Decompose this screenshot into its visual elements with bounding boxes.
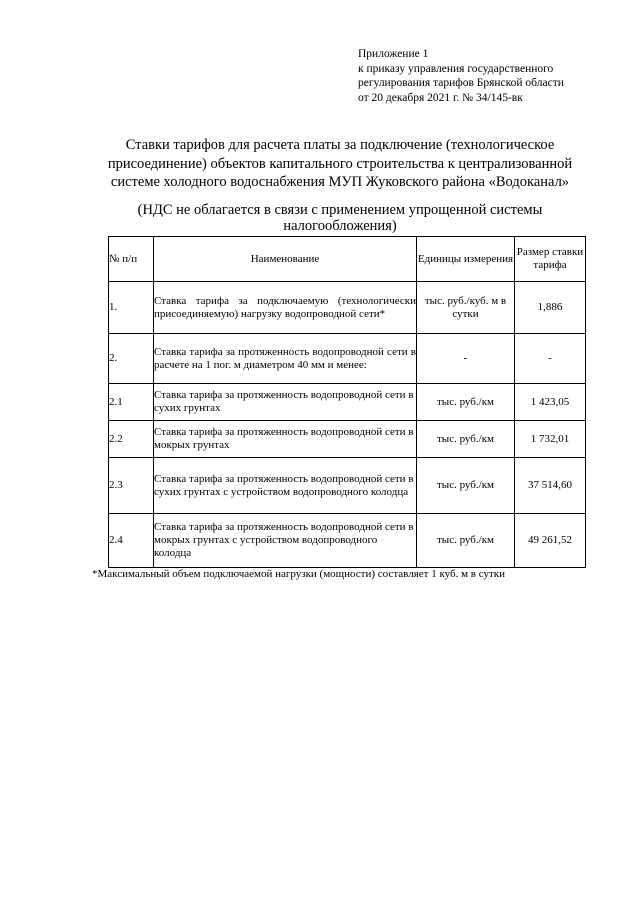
row-name: Ставка тарифа за протяженность водопроводной сети в мокрых грунтах (154, 421, 417, 458)
row-num: 2. (109, 334, 154, 384)
header-name: Наименование (154, 237, 417, 282)
row-name: Ставка тарифа за протяженность водопроводной сети в расчете на 1 пог. м диаметром 40 мм и менее: (154, 334, 417, 384)
row-unit: - (417, 334, 515, 384)
header-unit: Единицы измерения (417, 237, 515, 282)
title-line: системе холодного водоснабжения МУП Жуковского района «Водоканал» (110, 174, 570, 190)
row-rate: 49 261,52 (515, 514, 586, 568)
row-num: 2.1 (109, 384, 154, 421)
vat-note-line: (НДС не облагается в связи с применением упрощенной системы (137, 202, 543, 218)
row-name: Ставка тарифа за протяженность водопроводной сети в сухих грунтах с устройством водопроводного колодца (154, 458, 417, 514)
row-num: 2.4 (109, 514, 154, 568)
table-row (109, 282, 586, 334)
row-num: 1. (109, 282, 154, 334)
table-row (109, 384, 586, 421)
title-line: Ставки тарифов для расчета платы за подключение (технологическое (125, 137, 555, 153)
appendix-line: к приказу управления государственного (358, 62, 554, 75)
appendix-line: Приложение 1 (358, 48, 429, 60)
row-name: Ставка тарифа за подключаемую (технологически присоединяемую) нагрузку водопроводной сети* (154, 282, 417, 334)
appendix-line: от 20 декабря 2021 г. № 34/145-вк (358, 91, 523, 104)
appendix-line: регулирования тарифов Брянской области (358, 77, 564, 89)
row-unit: тыс. руб./км (417, 458, 515, 514)
table-header-row (109, 237, 586, 282)
vat-note-line: налогообложения) (283, 218, 397, 234)
row-name: Ставка тарифа за протяженность водопроводной сети в мокрых грунтах с устройством водопроводного колодца (154, 514, 417, 568)
vat-note (110, 202, 570, 234)
row-unit: тыс. руб./куб. м в сутки (417, 282, 515, 334)
document-title (60, 136, 620, 192)
row-name: Ставка тарифа за протяженность водопроводной сети в сухих грунтах (154, 384, 417, 421)
table-row (109, 334, 586, 384)
row-rate: 1 732,01 (515, 421, 586, 458)
appendix-header (358, 47, 628, 105)
row-unit: тыс. руб./км (417, 514, 515, 568)
table-row (109, 514, 586, 568)
row-rate: 1,886 (515, 282, 586, 334)
footnote: *Максимальный объем подключаемой нагрузки (мощности) составляет 1 куб. м в сутки (92, 568, 506, 580)
header-num: № п/п (109, 237, 154, 282)
header-rate: Размер ставки тарифа (515, 237, 586, 282)
row-num: 2.2 (109, 421, 154, 458)
table-row (109, 458, 586, 514)
tariff-table (108, 236, 586, 568)
row-unit: тыс. руб./км (417, 384, 515, 421)
row-unit: тыс. руб./км (417, 421, 515, 458)
table-row (109, 421, 586, 458)
row-rate: 1 423,05 (515, 384, 586, 421)
row-num: 2.3 (109, 458, 154, 514)
row-rate: - (515, 334, 586, 384)
title-line: присоединение) объектов капитального строительства к централизованной (107, 155, 573, 172)
row-rate: 37 514,60 (515, 458, 586, 514)
